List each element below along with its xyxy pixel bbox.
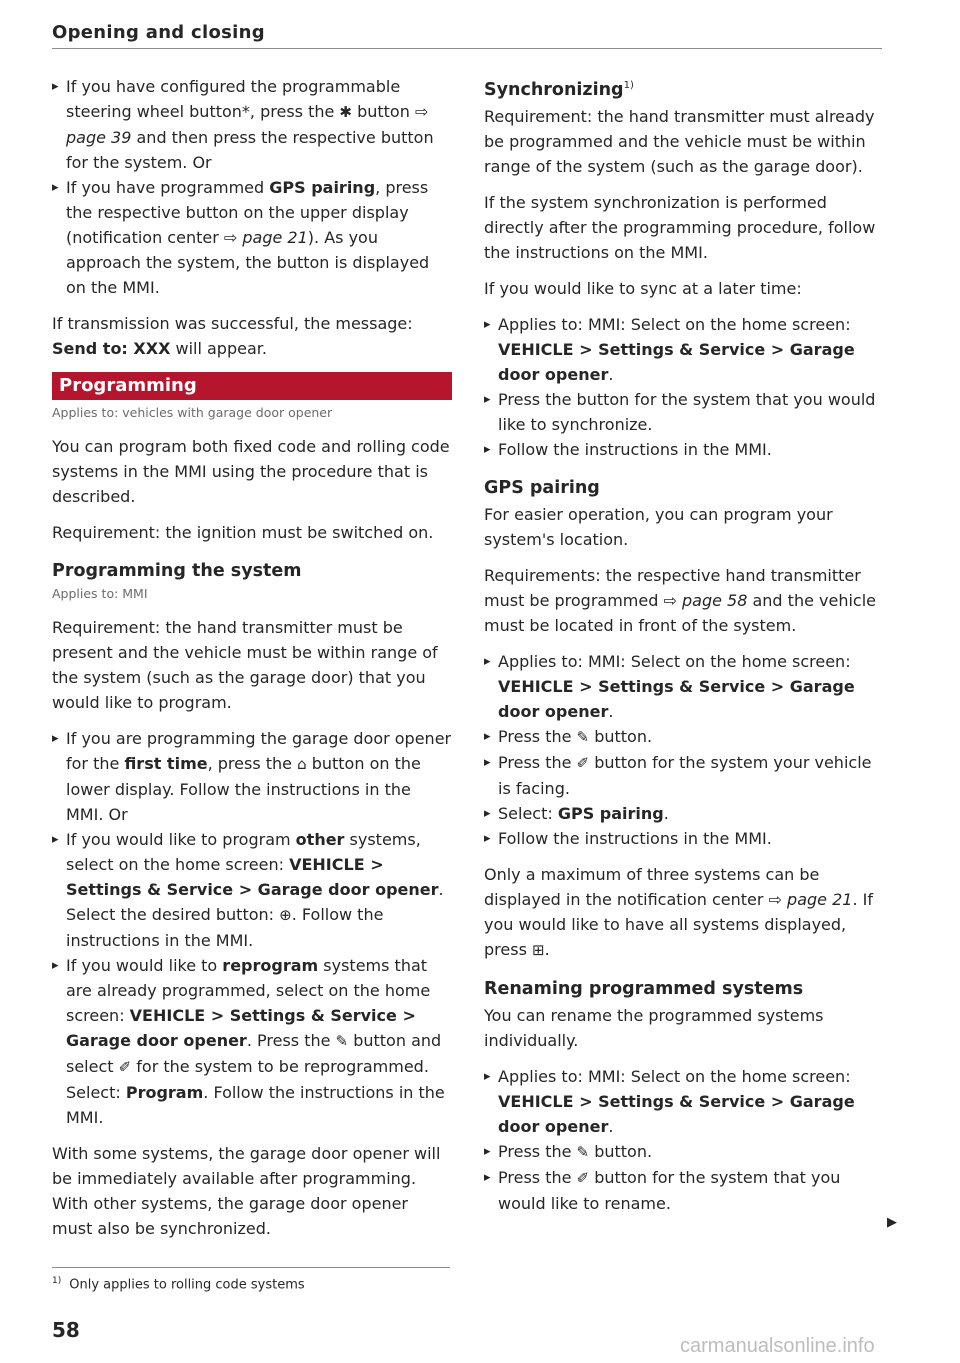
list-item: ▸ Press the ✐ button for the system that you would like to rename. — [484, 1165, 884, 1216]
chapter-title: Opening and closing — [52, 22, 265, 43]
list-item: ▸ Select: GPS pairing. — [484, 801, 884, 826]
section-intro: You can program both fixed code and rolling code systems in the MMI using the procedure that is described. — [52, 437, 450, 506]
list-item: ▸ Follow the instructions in the MMI. — [484, 437, 884, 462]
section-heading-programming: Programming — [52, 372, 452, 400]
list-item: ▸ If you would like to program other systems, select on the home screen: VEHICLE > Settings & Service > Garage door opener. Select the desired button: ⊕. Follow the instructions in the MMI. — [52, 827, 452, 953]
footnote: $^{1)}$ Only applies to rolling code systems — [52, 1276, 305, 1293]
list-item: ▸ Applies to: MMI: Select on the home screen: VEHICLE > Settings & Service > Garage door opener. — [484, 1064, 884, 1139]
edit-icon: ✐ — [576, 753, 590, 772]
transmission-paragraph: If transmission was successful, the message: Send to: XXX will appear. — [52, 314, 413, 358]
continue-arrow-icon: ▶ — [887, 1215, 897, 1230]
page-reference-link[interactable]: ⇨ page 39 — [66, 102, 429, 147]
page-header — [52, 22, 882, 49]
steering-button-icon: ✱ — [339, 103, 352, 121]
add-icon: ⊕ — [279, 906, 292, 924]
gps-note: Only a maximum of three systems can be displayed in the notification center ⇨ page 21. If you would like to have all systems displayed, press ⊞. — [484, 862, 884, 963]
applies-to-note: Applies to: MMI — [52, 586, 148, 601]
edit-icon: ✐ — [576, 1168, 590, 1187]
edit-icon: ✐ — [118, 1058, 132, 1076]
subheading-synchronizing: Synchronizing$^{1)}$ — [484, 79, 634, 100]
list-item: ▸ Press the ✐ button for the system your vehicle is facing. — [484, 750, 884, 801]
list-item: ▸ If you have configured the programmable steering wheel button*, press the ✱ button ⇨ page 39 and then press the respective button for the system. Or — [52, 74, 452, 175]
list-item: ▸ Applies to: MMI: Select on the home screen: VEHICLE > Settings & Service > Garage door opener. — [484, 312, 884, 387]
subheading-renaming: Renaming programmed systems — [484, 978, 804, 999]
gps-requirements: Requirements: the respective hand transmitter must be programmed ⇨ page 58 and the vehicle must be located in front of the system. — [484, 565, 876, 635]
garage-icon: ⌂ — [297, 755, 307, 773]
rename-steps — [484, 1064, 884, 1216]
applies-to-note: Applies to: vehicles with garage door opener — [52, 405, 333, 420]
subheading-gps-pairing: GPS pairing — [484, 477, 600, 498]
page-reference-link[interactable]: ⇨ page 58 — [663, 590, 748, 610]
sub-requirement: Requirement: the hand transmitter must be present and the vehicle must be within range of the system (such as the garage door) that you would like to program. — [52, 618, 438, 712]
list-item: ▸ If you would like to reprogram systems that are already programmed, select on the home screen: VEHICLE > Settings & Service > Garage door opener. Press the ✎ button and select ✐ for the system to be reprogrammed. Select: Program. Follow the instructions in the MMI. — [52, 953, 452, 1130]
edit-list-icon: ✎ — [576, 727, 590, 746]
section-requirement: Requirement: the ignition must be switched on. — [52, 523, 434, 542]
sync-requirement: Requirement: the hand transmitter must already be programmed and the vehicle must be within range of the system (such as the garage door). — [484, 106, 875, 176]
watermark: carmanualsonline.info — [680, 1335, 875, 1357]
page-reference-link[interactable]: ⇨ page 21 — [223, 228, 308, 247]
footnote-marker: 1) — [52, 1276, 62, 1286]
right-column — [484, 74, 884, 1227]
closing-paragraph: With some systems, the garage door opener will be immediately available after programming. With other systems, the garage door opener must also be synchronized. — [52, 1144, 441, 1238]
footnote-marker: 1) — [623, 80, 634, 91]
list-item: ▸ Press the ✎ button. — [484, 1139, 884, 1165]
left-column — [52, 74, 452, 1252]
list-item: ▸ Applies to: MMI: Select on the home screen: VEHICLE > Settings & Service > Garage door opener. — [484, 649, 884, 724]
list-item: ▸ If you are programming the garage door opener for the first time, press the ⌂ button on the lower display. Follow the instructions in the MMI. Or — [52, 726, 452, 827]
gps-intro: For easier operation, you can program your system's location. — [484, 504, 833, 549]
subheading-programming-system: Programming the system — [52, 561, 302, 581]
edit-list-icon: ✎ — [335, 1032, 349, 1050]
sync-later: If you would like to sync at a later time: — [484, 278, 802, 298]
grid-icon: ⊞ — [531, 940, 545, 959]
list-item: ▸ Press the button for the system that you would like to synchronize. — [484, 387, 884, 437]
edit-list-icon: ✎ — [576, 1142, 590, 1161]
sync-direct: If the system synchronization is performed directly after the programming procedure, follow the instructions on the MMI. — [484, 192, 876, 262]
rename-intro: You can rename the programmed systems individually. — [484, 1005, 824, 1050]
gps-steps — [484, 649, 884, 851]
intro-list — [52, 74, 452, 300]
list-item: ▸ Follow the instructions in the MMI. — [484, 826, 884, 851]
sync-steps — [484, 312, 884, 462]
list-item: ▸ Press the ✎ button. — [484, 724, 884, 750]
programming-steps — [52, 726, 452, 1130]
footnote-divider — [52, 1267, 450, 1268]
page-reference-link[interactable]: ⇨ page 21 — [768, 889, 853, 909]
list-item: ▸ If you have programmed GPS pairing, press the respective button on the upper display (notification center ⇨ page 21). As you approach the system, the button is displayed on the MMI. — [52, 175, 452, 300]
page-number: 58 — [52, 1318, 80, 1342]
